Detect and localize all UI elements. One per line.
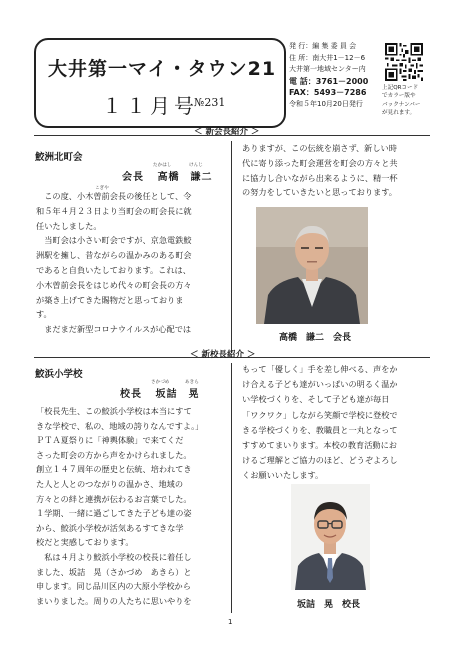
masthead: [34, 38, 286, 128]
text-line: に協力し合いながら出来るように、精一杯: [242, 172, 398, 183]
text-line: 小木曽前会長をはじめ代々の町会長の方々: [36, 279, 192, 290]
name-ruby: たかはし: [153, 163, 172, 168]
chairman-photo: [256, 207, 368, 324]
issue-number: №231: [194, 96, 226, 109]
newsletter-title: 大井第一マイ・タウン21: [48, 58, 277, 80]
text-line: １学期、一緒に過ごしてきた子ども達の姿: [36, 508, 192, 519]
text-line: 洲駅を擁し、昔ながらの温かみのある町会: [36, 250, 192, 261]
principal-caption: 坂詰 晃 校長: [297, 600, 361, 610]
publisher-phone: 電 話：3761－2000: [289, 76, 369, 86]
column-divider: [231, 363, 232, 613]
text-line: 申します。同じ品川区内の大原小学校から: [36, 581, 191, 592]
word-ruby: こぎや: [95, 186, 109, 191]
text-line: い学校づくりを、そして子ども達が毎日: [242, 394, 390, 405]
section-header-chairman: ＜ 新会長紹介 ＞: [194, 127, 260, 137]
qr-code-icon[interactable]: [385, 43, 423, 81]
chairman-article-right: [242, 141, 398, 200]
text-line: もって「優しく」手を差し伸べる、声をか: [242, 364, 398, 374]
text-line: 創立１４７周年の歴史と伝統、培われてき: [36, 464, 192, 475]
text-line: 代に寄り添った町会運営を町会の方々と共: [242, 157, 398, 168]
qr-note-line: が見れます。: [382, 109, 416, 116]
text-line: 方々との絆と連携が伝わるお言葉でした。: [36, 493, 192, 504]
role-label: 校長: [120, 389, 142, 400]
text-line: 「ワクワク」しながら笑顔で学校に登校で: [242, 409, 398, 420]
text-line: けるご理解とご協力のほど、どうぞよろし: [242, 455, 398, 466]
person-name: 高橋 謙二: [157, 172, 213, 183]
qr-note-line: 上記QRコード: [382, 85, 419, 91]
text-line: ＰＴＡ夏祭りに「神輿体験」で来てくだ: [36, 435, 184, 446]
issue-month: １１月号: [102, 94, 198, 118]
role-label: 会長: [122, 172, 144, 183]
text-line: 当町会は小さい町会ですが、京急電鉄鮫: [36, 235, 192, 246]
chairman-article-left: [36, 189, 192, 337]
principal-photo: [291, 484, 370, 590]
name-ruby: あきら: [185, 380, 199, 385]
text-line: す。: [36, 309, 52, 320]
publish-date: 令和５年10月20日発行: [289, 99, 363, 108]
chairman-caption: 高橋 謙二 会長: [279, 333, 352, 343]
text-line: ました、坂詰 晃（さかづめ あきら）と: [36, 566, 192, 577]
text-line: の努力をしていきたいと思っております。: [242, 187, 397, 198]
text-line: 和５年４月２３日より当町会の町会長に就: [36, 205, 192, 216]
text-line: 校だと実感しております。: [36, 537, 134, 548]
publisher-info: [289, 41, 379, 111]
name-ruby: けんじ: [189, 163, 203, 168]
publisher-fax: FAX：5493－7286: [289, 88, 367, 98]
qr-note-line: でカラー版や: [382, 93, 416, 100]
text-line: くお願いいたします。: [242, 470, 324, 481]
chairman-name: [122, 168, 212, 183]
name-ruby: さかづめ: [151, 380, 170, 385]
text-line: 任いたしました。: [36, 220, 102, 231]
text-line: きる学校づくりを、教職員と一丸となって: [242, 424, 398, 435]
text-line: さった町会の方から声をかけられました。: [36, 449, 192, 460]
principal-article-right: [242, 362, 398, 484]
text-line: た人と人とのつながりの温かさ、地域の: [36, 478, 184, 489]
organization-name: 鮫洲北町会: [35, 152, 83, 163]
publisher-line: 大井第一地域センター内: [289, 65, 366, 74]
section-header-principal: ＜ 新校長紹介 ＞: [190, 350, 256, 360]
text-line: から、鮫浜小学校が活気あるすてきな学: [36, 522, 184, 533]
text-line: すすめてまいります。本校の教育活動にお: [242, 440, 397, 451]
text-line: まだまだ新型コロナウイルスが心配では: [36, 324, 192, 335]
person-name: 坂詰 晃: [155, 389, 200, 400]
page-number: 1: [228, 618, 233, 626]
text-line: きな学校で、私の、地域の誇りなんですよ。」: [36, 420, 204, 431]
text-line: が築き上げてきた賜物だと思っておりま: [36, 294, 184, 305]
publisher-line: 住 所：南大井1－12－6: [289, 53, 366, 62]
qr-note-line: バックナンバー: [382, 101, 421, 108]
text-line: まいりました。周りの人たちに思いやりを: [36, 595, 192, 606]
text-line: 私は４月より鮫浜小学校の校長に着任し: [36, 551, 192, 562]
column-divider: [231, 141, 232, 353]
text-line: この度、小木曽前会長の後任として、令: [36, 191, 192, 201]
principal-article-left: [36, 404, 203, 608]
text-line: であると自負いたしております。これは、: [36, 264, 191, 275]
qr-note: [382, 84, 434, 117]
text-line: 「校長先生、この鮫浜小学校は本当にすて: [36, 406, 192, 416]
publisher-line: 発 行：編 集 委 員 会: [289, 42, 357, 50]
text-line: ありますが、この伝統を崩さず、新しい時: [242, 143, 397, 153]
organization-name: 鮫浜小学校: [35, 369, 83, 380]
principal-name: [120, 385, 199, 400]
text-line: け合える子ども達がいっぱいの明るく温か: [242, 379, 398, 390]
